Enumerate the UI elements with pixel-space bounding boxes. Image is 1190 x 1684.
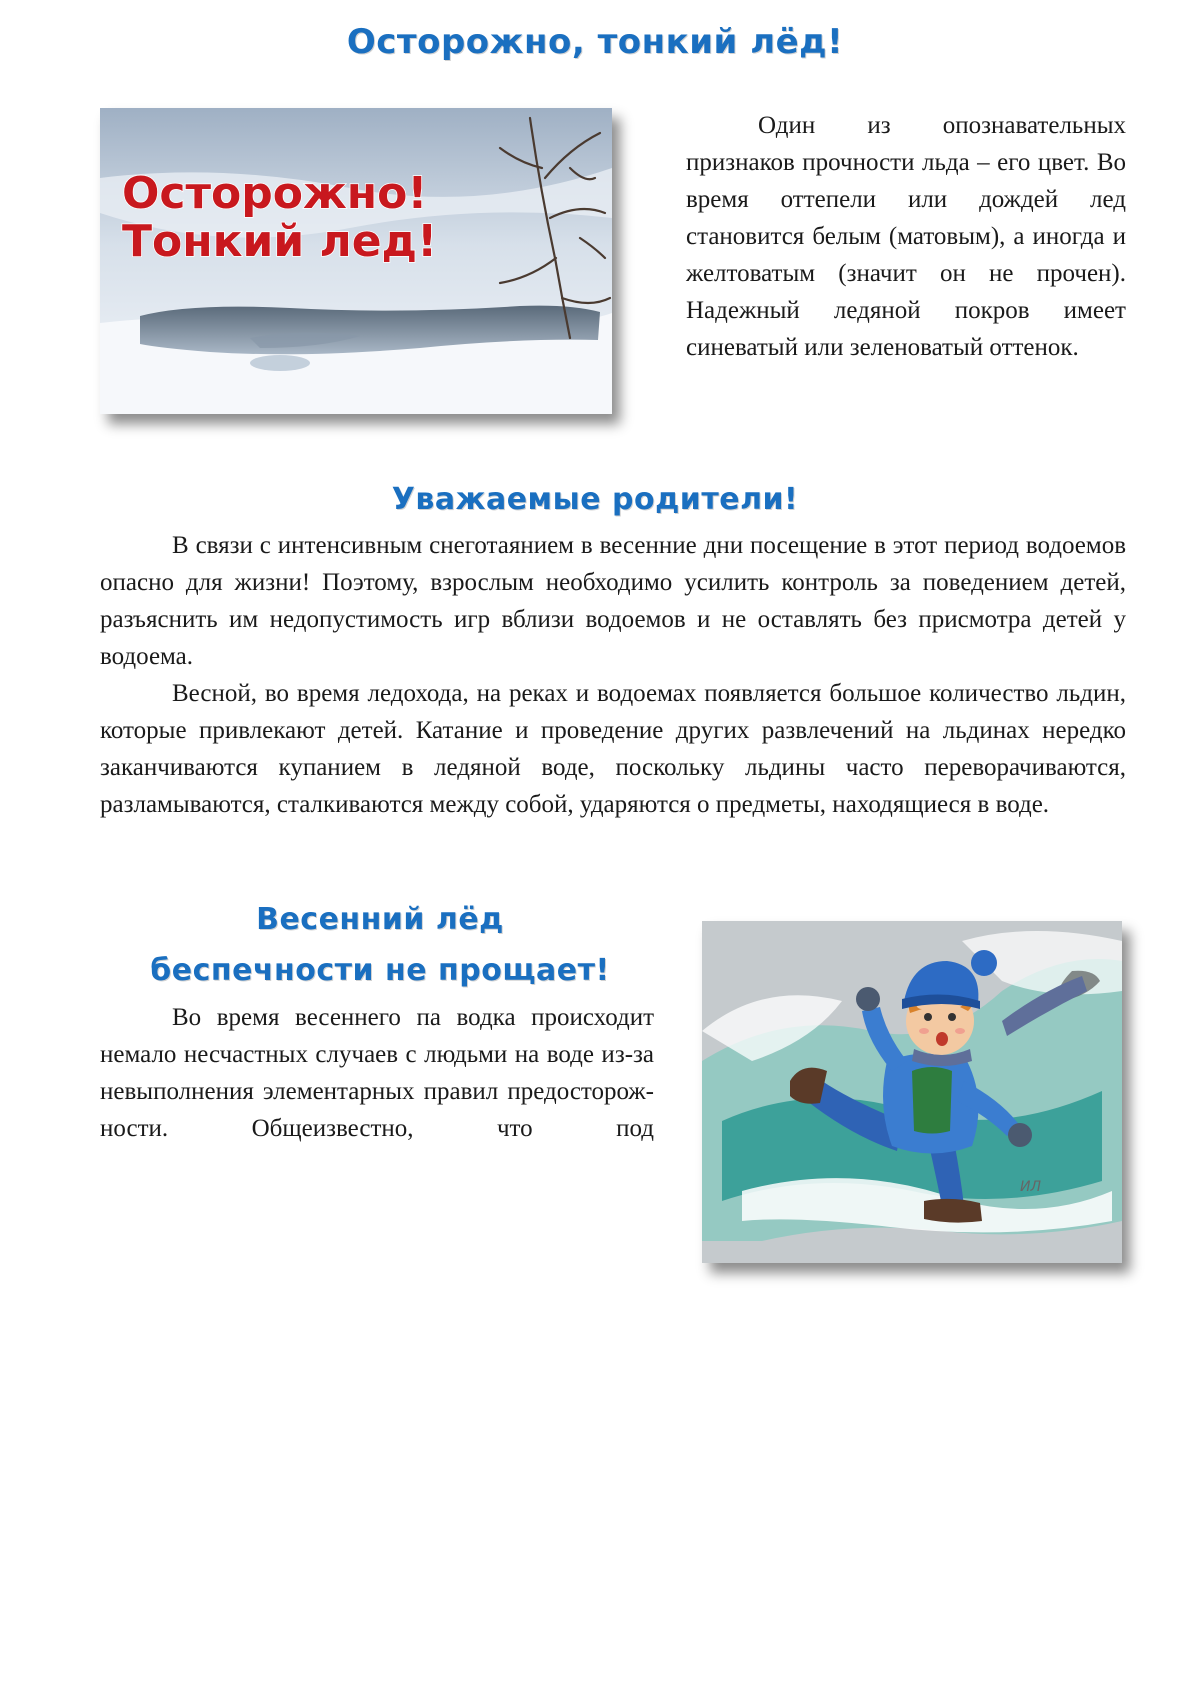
thin-ice-photo [100,108,612,414]
ice-caption-line2: Тонкий лед! [122,216,438,267]
parents-heading: Уважаемые родители! [391,482,799,517]
slipping-boy-picture [702,921,1122,1263]
thin-ice-illustration [100,108,612,414]
ice-caption-line1: Осторожно! [122,168,428,219]
intro-paragraph: Один из опознавательных признаков прочности льда – его цвет. Во время оттепели или дождей лед становится белым (матовым), а иногда и желтоватым (значит он не прочен). Надежный ледяной покров имеет синеватый или зеленоватый оттенок. [686,112,1126,361]
parents-paragraph-1: В связи с интенсивным снеготаянием в весенние дни посещение в этот период водоемов опасно для жизни! Поэтому, взрослым необходимо усилить контроль за поведением детей, разъяснить им недопустимость игр вблизи водоемов и не оставлять без присмотра детей у водоема. [100,532,1126,670]
spring-paragraph: Во время весеннего па водка происходит немало несчастных случаев с людьми на воде из-за невыполнения элементарных правил предосторож-ности. Общеизвестно, что под [100,1004,654,1142]
parents-paragraph-2: Весной, во время ледохода, на реках и водоемах появляется большое количество льдин, которые привлекают детей. Катание и проведение других развлечений на льдинах нередко заканчиваются купанием в ледяной воде, поскольку льдины часто переворачиваются, разламываются, сталкиваются между собой, ударяются о предметы, находящиеся в воде. [100,680,1126,818]
artist-signature: ИЛ [1020,1179,1041,1195]
spring-heading-line1: Весенний лёд [256,902,504,937]
page-title: Осторожно, тонкий лёд! [346,22,844,62]
slipping-boy-illustration [702,921,1122,1263]
spring-heading-line2: беспечности не прощает! [150,953,610,988]
